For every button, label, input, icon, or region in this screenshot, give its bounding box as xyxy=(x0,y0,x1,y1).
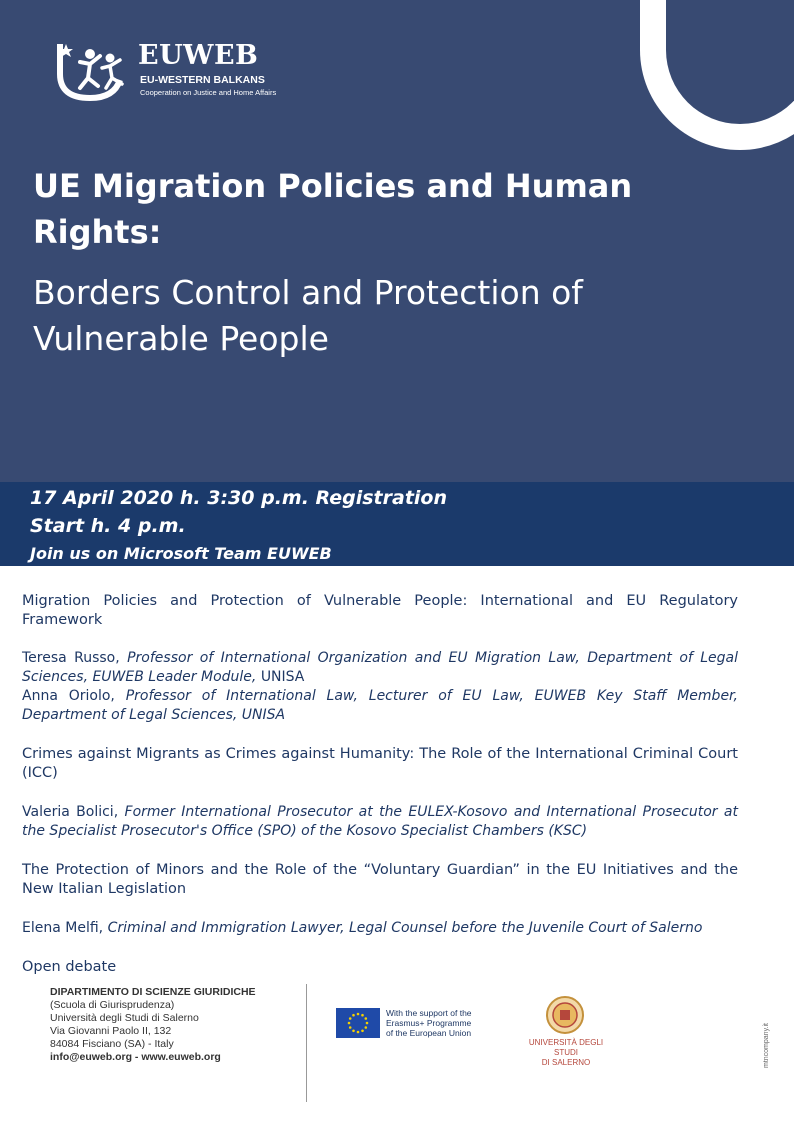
session-3-speaker xyxy=(22,919,738,938)
euweb-logo-icon xyxy=(54,40,134,102)
speaker-bolici-name: Valeria Bolici, xyxy=(22,804,125,820)
session-3 xyxy=(22,861,738,899)
eu-flag-icon xyxy=(336,1008,380,1038)
unisa-seal-icon xyxy=(546,996,584,1034)
session-1-speakers xyxy=(22,649,738,725)
erasmus-line-1: With the support of the xyxy=(386,1008,472,1018)
open-debate xyxy=(22,958,738,977)
speaker-russo-org: UNISA xyxy=(260,669,305,685)
session-2-topic: Crimes against Migrants as Crimes against Humanity: The Role of the International Criminal Court (ICC) xyxy=(22,746,738,781)
unisa-name xyxy=(518,1038,614,1068)
side-credit-label: mtncompany.it xyxy=(763,1023,770,1068)
event-join-link[interactable]: Join us on Microsoft Team EUWEB xyxy=(30,544,332,563)
speaker-melfi-name: Elena Melfi, xyxy=(22,920,108,936)
erasmus-line-3: of the European Union xyxy=(386,1028,472,1038)
dept-school: (Scuola di Giurisprudenza) xyxy=(50,999,175,1011)
session-2 xyxy=(22,745,738,783)
euweb-logo xyxy=(54,40,314,102)
open-debate-label: Open debate xyxy=(22,959,117,975)
department-address xyxy=(50,986,256,1064)
session-1-topic: Migration Policies and Protection of Vulnerable People: International and EU Regulatory Framework xyxy=(22,593,738,628)
footer-divider xyxy=(306,984,307,1102)
unisa-line-2: DI SALERNO xyxy=(541,1058,591,1067)
speaker-oriolo xyxy=(22,687,738,725)
contact-links[interactable]: info@euweb.org - www.euweb.org xyxy=(50,1051,221,1063)
title-line-2: Rights: xyxy=(33,213,162,251)
erasmus-line-2: Erasmus+ Programme xyxy=(386,1018,472,1028)
decorative-u-shape xyxy=(640,0,794,150)
speaker-bolici xyxy=(22,803,738,841)
speaker-oriolo-role: Professor of International Law, Lecturer of EU Law, EUWEB Key Staff Member, Department of Legal Sciences, UNISA xyxy=(22,688,738,723)
speaker-russo-name: Teresa Russo, xyxy=(22,650,128,666)
page-title xyxy=(33,163,713,255)
dept-university: Università degli Studi di Salerno xyxy=(50,1012,199,1024)
hero-banner xyxy=(0,0,794,482)
side-credit-text xyxy=(758,1000,772,1070)
dept-heading: DIPARTIMENTO DI SCIENZE GIURIDICHE xyxy=(50,986,256,998)
event-start: Start h. 4 p.m. xyxy=(30,515,186,537)
dept-street: Via Giovanni Paolo II, 132 xyxy=(50,1025,172,1037)
speaker-bolici-role: Former International Prosecutor at the EULEX-Kosovo and International Prosecutor at the Specialist Prosecutor's Office (SPO) of the Kosovo Specialist Chambers (KSC) xyxy=(22,804,738,839)
session-2-speaker xyxy=(22,803,738,841)
subtitle-line-2: Vulnerable People xyxy=(33,319,329,358)
unisa-line-1: UNIVERSITÀ DEGLI STUDI xyxy=(528,1038,604,1057)
subtitle-line-1: Borders Control and Protection of xyxy=(33,273,583,312)
session-1 xyxy=(22,592,738,630)
speaker-russo xyxy=(22,649,738,687)
dept-city: 84084 Fisciano (SA) - Italy xyxy=(50,1038,174,1050)
title-line-1: UE Migration Policies and Human xyxy=(33,167,633,205)
logo-name: EUWEB xyxy=(138,40,259,71)
logo-subtitle: EU-WESTERN BALKANS xyxy=(140,74,265,86)
logo-tagline: Cooperation on Justice and Home Affairs xyxy=(140,88,277,97)
speaker-melfi-role: Criminal and Immigration Lawyer, Legal Counsel before the Juvenile Court of Salerno xyxy=(107,920,703,936)
speaker-melfi xyxy=(22,919,738,938)
erasmus-support-text xyxy=(386,1008,472,1038)
speaker-russo-role: Professor of International Organization and EU Migration Law, Department of Legal Sciences, EUWEB Leader Module, xyxy=(22,650,738,685)
event-date: 17 April 2020 h. 3:30 p.m. Registration xyxy=(30,487,447,509)
speaker-oriolo-name: Anna Oriolo, xyxy=(22,688,126,704)
page-subtitle xyxy=(33,270,733,362)
session-3-topic: The Protection of Minors and the Role of the “Voluntary Guardian” in the EU Initiatives and the New Italian Legislation xyxy=(22,862,738,897)
